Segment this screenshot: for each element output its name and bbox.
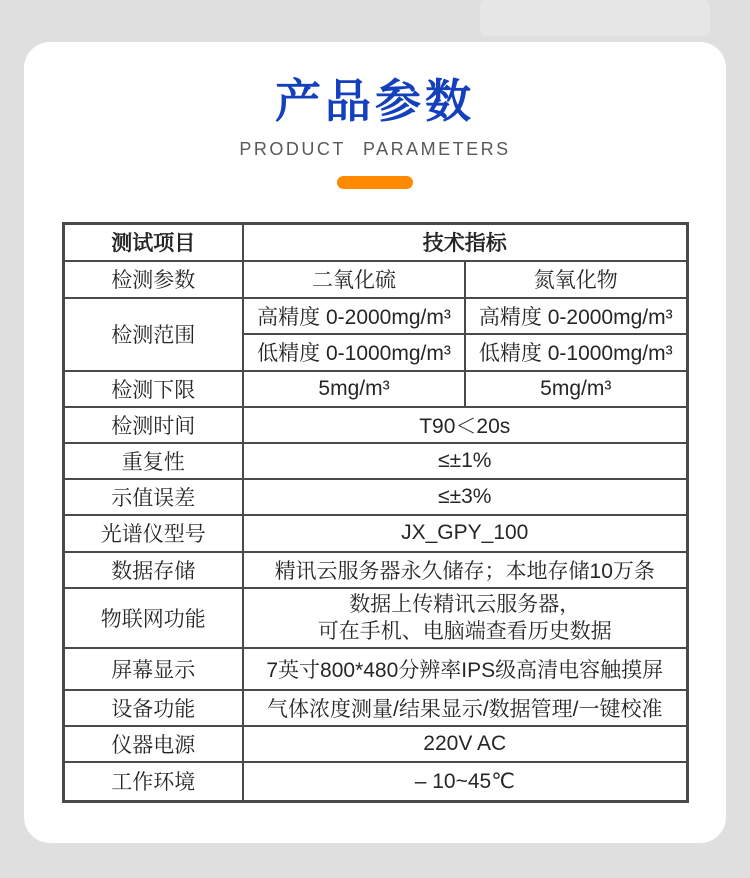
table-row-functions: [63, 690, 687, 726]
lower-limit-so2: 5mg/m³: [243, 371, 465, 407]
environment-value: – 10~45℃: [243, 762, 687, 802]
table-row-error: [63, 479, 687, 515]
functions-label: 设备功能: [63, 690, 243, 726]
table-row-param: [63, 261, 687, 298]
range-label: 检测范围: [63, 298, 243, 371]
accent-bar: [337, 176, 413, 189]
time-value: T90＜20s: [243, 407, 687, 443]
page-subtitle: PRODUCT PARAMETERS: [239, 139, 511, 159]
screen-label: 屏幕显示: [63, 648, 243, 690]
iot-label: 物联网功能: [63, 588, 243, 648]
model-value: JX_GPY_100: [243, 515, 687, 552]
functions-value: 气体浓度测量/结果显示/数据管理/一键校准: [243, 690, 687, 726]
table-row-repeatability: [63, 443, 687, 479]
range-nox-high: 高精度 0-2000mg/m³: [465, 298, 687, 334]
repeatability-label: 重复性: [63, 443, 243, 479]
table-row-storage: [63, 552, 687, 588]
error-value: ≤±3%: [243, 479, 687, 515]
iot-value: [243, 588, 687, 648]
storage-label: 数据存储: [63, 552, 243, 588]
table-row-power: [63, 726, 687, 762]
screen-value: 7英寸800*480分辨率IPS级高清电容触摸屏: [243, 648, 687, 690]
error-label: 示值误差: [63, 479, 243, 515]
header-tech-spec: 技术指标: [243, 224, 687, 261]
table-header-row: [63, 224, 687, 261]
param-label: 检测参数: [63, 261, 243, 298]
model-label: 光谱仪型号: [63, 515, 243, 552]
table-row-lower-limit: [63, 371, 687, 407]
param-nox: 氮氧化物: [465, 261, 687, 298]
repeatability-value: ≤±1%: [243, 443, 687, 479]
range-so2-low: 低精度 0-1000mg/m³: [243, 334, 465, 371]
spec-table: [62, 222, 689, 803]
table-row-model: [63, 515, 687, 552]
power-label: 仪器电源: [63, 726, 243, 762]
range-nox-low: 低精度 0-1000mg/m³: [465, 334, 687, 371]
storage-value: 精讯云服务器永久储存；本地存储10万条: [243, 552, 687, 588]
table-row-screen: [63, 648, 687, 690]
page-title: 产品参数: [275, 75, 475, 127]
table-row-environment: [63, 762, 687, 802]
param-so2: 二氧化硫: [243, 261, 465, 298]
environment-label: 工作环境: [63, 762, 243, 802]
table-row-iot: [63, 588, 687, 648]
product-parameters-card: [24, 42, 726, 843]
lower-limit-label: 检测下限: [63, 371, 243, 407]
iot-value-line2: 可在手机、电脑端查看历史数据: [317, 619, 612, 643]
faint-watermark: [480, 0, 710, 36]
power-value: 220V AC: [243, 726, 687, 762]
lower-limit-nox: 5mg/m³: [465, 371, 687, 407]
table-row-range-high: [63, 298, 687, 334]
time-label: 检测时间: [63, 407, 243, 443]
table-row-time: [63, 407, 687, 443]
range-so2-high: 高精度 0-2000mg/m³: [243, 298, 465, 334]
iot-value-line1: 数据上传精讯云服务器，: [349, 592, 581, 616]
header-test-item: 测试项目: [63, 224, 243, 261]
